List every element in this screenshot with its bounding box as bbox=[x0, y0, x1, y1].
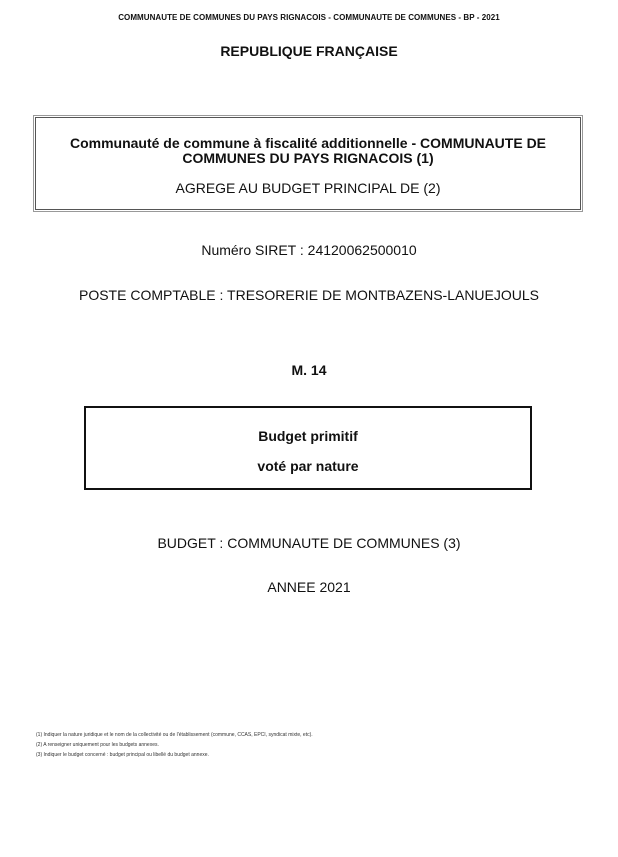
budget-type-label: Budget primitif bbox=[258, 428, 358, 444]
budget-year: ANNEE 2021 bbox=[267, 579, 351, 595]
document-running-header: COMMUNAUTE DE COMMUNES DU PAYS RIGNACOIS - COMMUNAUTE DE COMMUNES - BP - 2021 bbox=[118, 13, 500, 22]
footnote-2: (2) A renseigner uniquement pour les budgets annexes. bbox=[36, 742, 159, 748]
poste-comptable: POSTE COMPTABLE : TRESORERIE DE MONTBAZENS-LANUEJOULS bbox=[78, 287, 539, 303]
nomenclature-code: M. 14 bbox=[291, 362, 327, 378]
footnote-1: (1) Indiquer la nature juridique et le nom de la collectivité ou de l'établissement (commune, CCAS, EPCI, syndicat mixte, etc). bbox=[36, 732, 313, 738]
collectivite-box bbox=[35, 117, 581, 210]
budget-name: BUDGET : COMMUNAUTE DE COMMUNES (3) bbox=[157, 535, 461, 551]
republique-heading: REPUBLIQUE FRANÇAISE bbox=[220, 43, 398, 59]
footnote-3: (3) Indiquer le budget concerné : budget principal ou libellé du budget annexe. bbox=[36, 752, 209, 758]
siret-number: Numéro SIRET : 24120062500010 bbox=[201, 242, 417, 258]
vote-method-label: voté par nature bbox=[257, 458, 359, 474]
collectivite-title: Communauté de commune à fiscalité additionnelle - COMMUNAUTE DE COMMUNES DU PAYS RIGNACOIS (1) bbox=[69, 135, 547, 166]
footnotes bbox=[36, 730, 313, 760]
budget-type-box bbox=[84, 406, 532, 490]
agrege-budget-label: AGREGE AU BUDGET PRINCIPAL DE (2) bbox=[175, 180, 441, 196]
